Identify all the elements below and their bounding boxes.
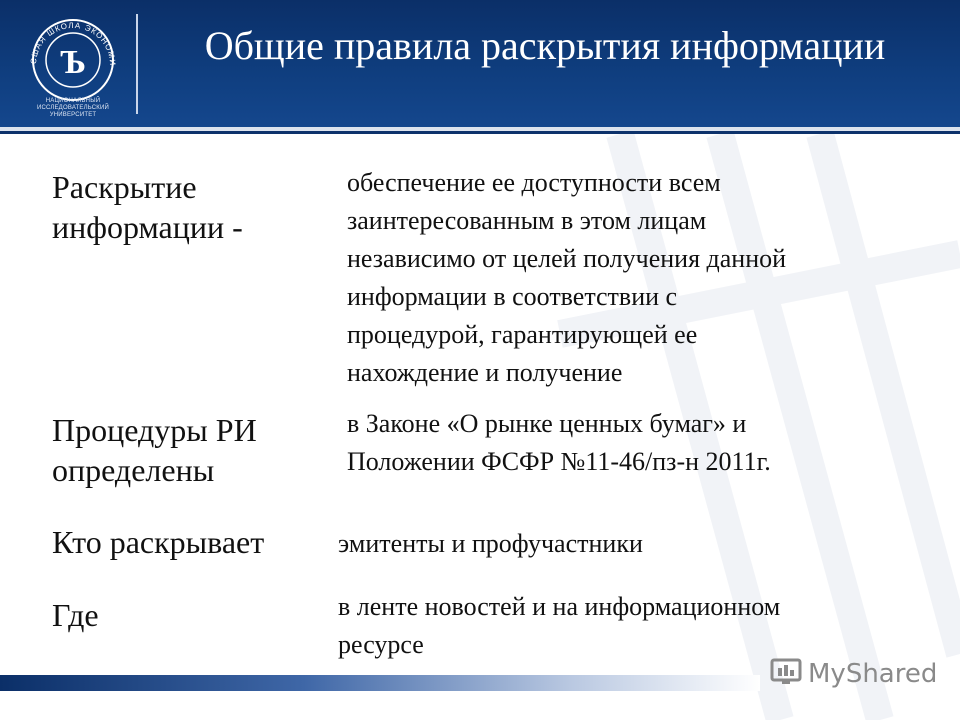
term-line: Кто раскрывает: [52, 524, 265, 560]
term-who-discloses: [52, 522, 264, 562]
definition-who-discloses: [338, 525, 643, 563]
svg-text:Ъ: Ъ: [59, 44, 87, 81]
header-divider: [136, 14, 138, 114]
term-disclosure: [52, 167, 243, 247]
definition-line: в ленте новостей и на информационном: [338, 592, 781, 621]
slide-header: [0, 0, 960, 134]
definition-line: обеспечение ее доступности всем: [347, 168, 721, 197]
term-line: Где: [52, 597, 99, 633]
term-line: Процедуры РИ: [52, 412, 257, 448]
definition-line: заинтересованным в этом лицам: [347, 206, 707, 235]
term-line: определены: [52, 452, 215, 488]
definition-line: ресурсе: [338, 630, 424, 659]
definition-line: информации в соответствии с: [347, 282, 678, 311]
definition-line: эмитенты и профучастники: [338, 529, 643, 558]
definition-procedures: [347, 405, 771, 481]
footer-bar: [0, 675, 760, 691]
definition-line: Положении ФСФР №11-46/пз-н 2011г.: [347, 447, 771, 476]
term-procedures: [52, 410, 257, 490]
definition-where: [338, 588, 780, 664]
logo-arc-text: СШАЯ ШКОЛА ЭКОНОМИ: [28, 20, 118, 67]
myshared-watermark: [770, 654, 937, 694]
definition-line: независимо от целей получения данной: [347, 244, 787, 273]
logo-caption-line: НАЦИОНАЛЬНЫЙ ИССЛЕДОВАТЕЛЬСКИЙ: [36, 98, 110, 111]
definition-line: в Законе «О рынке ценных бумаг» и: [347, 409, 747, 438]
definition-line: нахождение и получение: [347, 358, 623, 387]
term-where: [52, 595, 99, 635]
logo-caption: [14, 98, 132, 119]
slide-title: Общие правила раскрытия информации: [204, 23, 886, 68]
definition-disclosure: [347, 164, 786, 392]
watermark-text: MyShared: [808, 659, 938, 689]
definition-line: процедурой, гарантирующей ее: [347, 320, 698, 349]
logo-caption-line: УНИВЕРСИТЕТ: [49, 112, 97, 118]
term-line: информации -: [52, 209, 243, 245]
myshared-logo-icon: [770, 656, 802, 693]
term-line: Раскрытие: [52, 169, 197, 205]
